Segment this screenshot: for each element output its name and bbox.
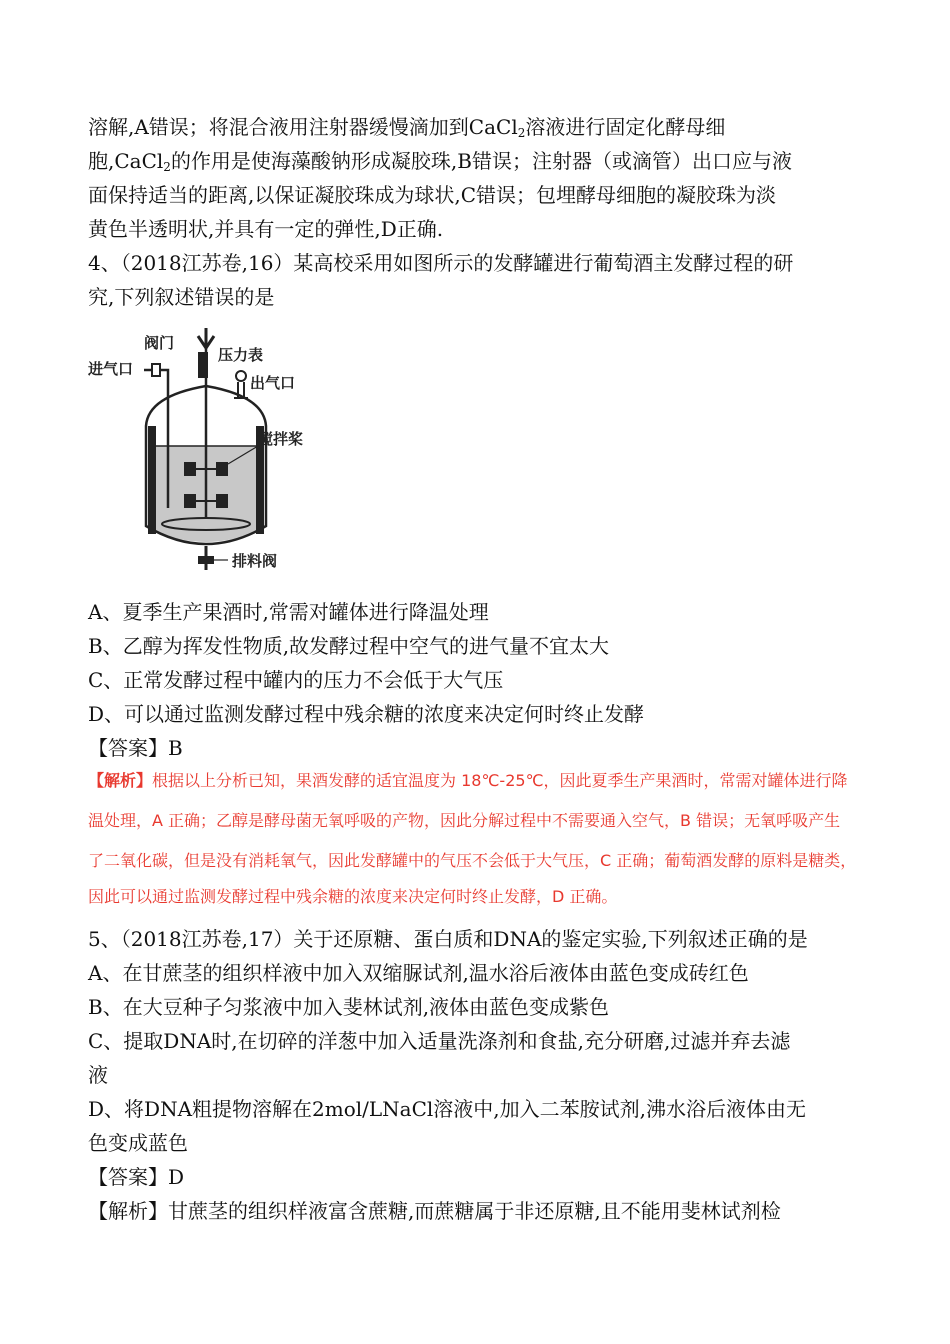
q4-option-d: D、可以通过监测发酵过程中残余糖的浓度来决定何时终止发酵 — [88, 702, 645, 726]
q4-analysis-line-2: 温处理，A 正确；乙醇是酵母菌无氧呼吸的产物，因此分解过程中不需要通入空气，B 错误；无氧呼吸产生 — [88, 811, 841, 830]
label-gas-outlet: 出气口 — [250, 374, 296, 392]
fermenter-diagram — [88, 318, 328, 580]
label-discharge-valve: 排料阀 — [232, 552, 278, 570]
jacket-left — [148, 426, 156, 534]
q4-stem-line-2: 究,下列叙述错误的是 — [88, 285, 275, 309]
impeller-2a — [184, 494, 196, 508]
label-stirrer: 搅拌桨 — [258, 430, 304, 448]
q3-line-2 — [88, 146, 792, 176]
q5-option-d-line-1: D、将DNA粗提物溶解在2mol/LNaCl溶液中,加入二苯胺试剂,沸水浴后液体由无 — [88, 1097, 806, 1121]
q4-analysis-tag: 【解析】 — [88, 771, 153, 790]
q5-analysis: 【解析】甘蔗茎的组织样液富含蔗糖,而蔗糖属于非还原糖,且不能用斐林试剂检 — [88, 1199, 781, 1223]
q4-option-c: C、正常发酵过程中罐内的压力不会低于大气压 — [88, 668, 504, 692]
label-valve: 阀门 — [144, 334, 175, 352]
q4-analysis-line-3: 了二氧化碳，但是没有消耗氧气，因此发酵罐中的气压不会低于大气压，C 正确；葡萄酒发酵的原料是糖类， — [88, 851, 857, 870]
q5-option-b: B、在大豆种子匀浆液中加入斐林试剂,液体由蓝色变成紫色 — [88, 995, 610, 1019]
q5-answer: 【答案】D — [88, 1165, 185, 1189]
gas-outlet-valve — [236, 371, 246, 381]
q3-line-3: 面保持适当的距离,以保证凝胶珠成为球状,C错误；包埋酵母细胞的凝胶珠为淡 — [88, 183, 777, 207]
label-pressure-gauge: 压力表 — [218, 346, 264, 364]
pressure-gauge-block — [198, 352, 208, 378]
q4-option-b: B、乙醇为挥发性物质,故发酵过程中空气的进气量不宜太大 — [88, 634, 610, 658]
q4-answer: 【答案】B — [88, 736, 183, 760]
q3-line-4: 黄色半透明状,并具有一定的弹性,D正确. — [88, 217, 444, 241]
q4-option-a: A、夏季生产果酒时,常需对罐体进行降温处理 — [88, 600, 489, 624]
impeller-2b — [216, 494, 228, 508]
q3-line-1-pre: 溶解,A错误；将混合液用注射器缓慢滴加到CaCl — [88, 115, 518, 139]
q5-option-d-line-2: 色变成蓝色 — [88, 1131, 188, 1155]
q4-analysis-line-4: 因此可以通过监测发酵过程中残余糖的浓度来决定何时终止发酵，D 正确。 — [88, 887, 618, 906]
q4-stem-line-1: 4、（2018江苏卷,16）某高校采用如图所示的发酵罐进行葡萄酒主发酵过程的研 — [88, 251, 794, 275]
q5-option-c-line-1: C、提取DNA时,在切碎的洋葱中加入适量洗涤剂和食盐,充分研磨,过滤并弃去滤 — [88, 1029, 791, 1053]
discharge-valve-block — [198, 556, 214, 564]
q5-stem: 5、（2018江苏卷,17）关于还原糖、蛋白质和DNA的鉴定实验,下列叙述正确的是 — [88, 927, 808, 951]
q5-option-a: A、在甘蔗茎的组织样液中加入双缩脲试剂,温水浴后液体由蓝色变成砖红色 — [88, 961, 749, 985]
impeller-1a — [184, 462, 196, 476]
impeller-1b — [216, 462, 228, 476]
q4-analysis-line-1 — [88, 769, 848, 793]
label-gas-inlet: 进气口 — [88, 360, 134, 378]
q3-line-1 — [88, 112, 725, 142]
q3-line-1-post: 溶液进行固定化酵母细 — [525, 115, 726, 139]
q5-option-c-line-2: 液 — [88, 1063, 108, 1087]
q3-line-1-sub: 2 — [517, 126, 526, 140]
q3-line-2-sub: 2 — [163, 160, 171, 174]
q3-line-2-pre: 胞,CaCl — [88, 149, 164, 173]
q4-analysis-line-1-text: 根据以上分析已知，果酒发酵的适宜温度为 18℃-25℃，因此夏季生产果酒时，常需对罐体进行降 — [152, 771, 848, 790]
q3-line-2-post: 的作用是使海藻酸钠形成凝胶珠,B错误；注射器（或滴管）出口应与液 — [170, 149, 792, 173]
